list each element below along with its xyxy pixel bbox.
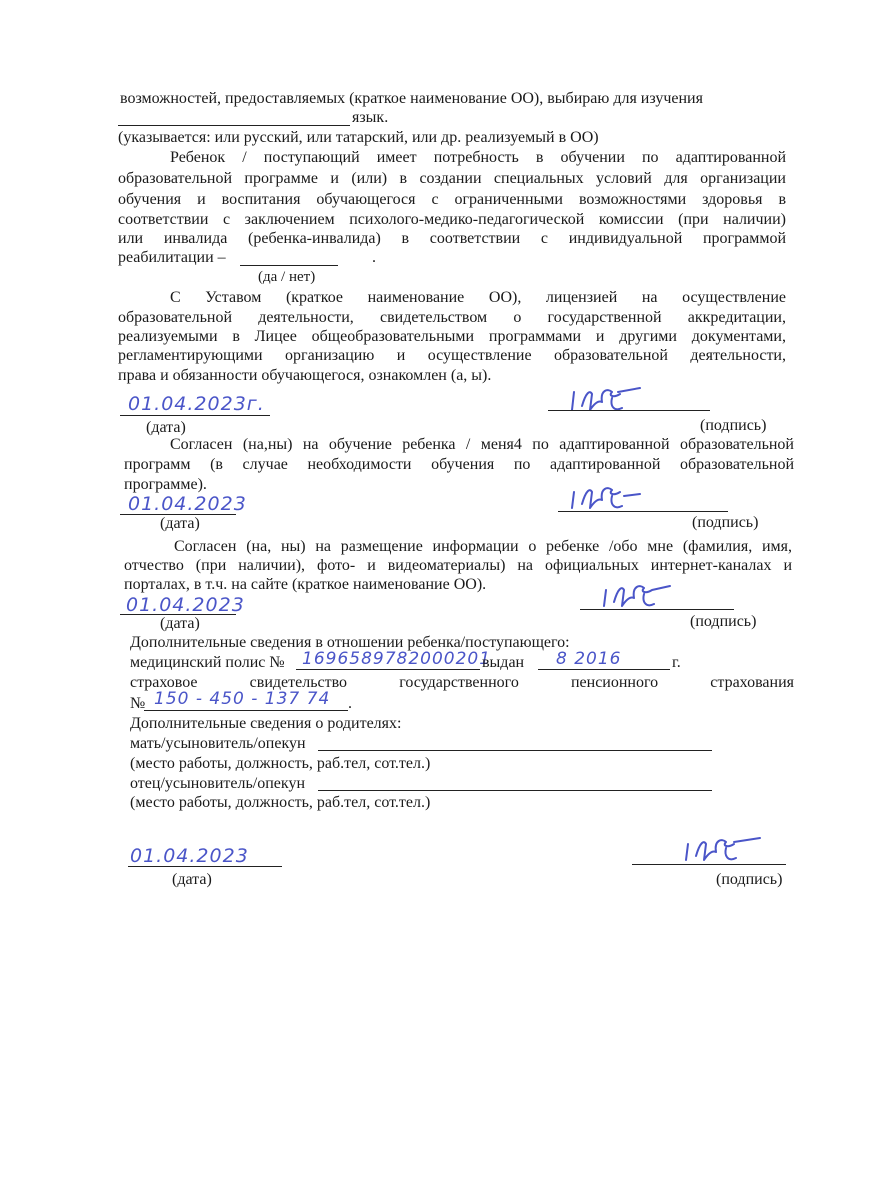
date-line: [120, 415, 270, 416]
handwritten-date: 01.04.2023г.: [128, 393, 265, 415]
text-line: С Уставом (краткое наименование ОО), лицензией на осуществление: [170, 289, 786, 306]
date-label: (дата): [172, 871, 212, 888]
rehab-blank: [240, 265, 338, 266]
number-label: №: [130, 695, 146, 712]
section-title: Дополнительные сведения в отношении ребенка/поступающего:: [130, 634, 570, 651]
text-line: (место работы, должность, раб.тел, сот.тел.): [130, 794, 431, 811]
signature-line: [558, 511, 728, 512]
text-dot: .: [372, 249, 376, 266]
text-line: соответствии с заключением психолого-медико-педагогической комиссии (при наличии): [118, 211, 786, 228]
polis-label: медицинский полис №: [130, 654, 285, 671]
snils-number: 150 - 450 - 137 74: [154, 689, 331, 709]
polis-line: [296, 669, 480, 670]
signature-icon: [566, 480, 646, 514]
text-line: Ребенок / поступающий имеет потребность в обучении по адаптированной: [170, 149, 786, 166]
language-blank: [118, 125, 350, 126]
text-line: отчество (при наличии), фото- и видеоматериалы) на официальных интернет-каналах и: [124, 557, 792, 574]
text-line: страховое свидетельство государственного пенсионного страхования: [130, 674, 794, 691]
text-line: реализуемыми в Лицее общеобразовательными программами и другими документами,: [118, 328, 786, 345]
text-line: порталах, в т.ч. на сайте (краткое наименование ОО).: [124, 576, 487, 593]
text-line: реабилитации –: [118, 249, 226, 266]
section-title: Дополнительные сведения о родителях:: [130, 715, 402, 732]
father-line: [318, 790, 712, 791]
year-suffix: г.: [672, 654, 681, 671]
signature-line: [548, 410, 710, 411]
date-label: (дата): [146, 419, 186, 436]
text-line: Согласен (на, ны) на размещение информации о ребенке /обо мне (фамилия, имя,: [174, 538, 792, 555]
handwritten-date: 01.04.2023: [126, 594, 245, 616]
issued-date: 8 2016: [556, 649, 622, 669]
date-label: (дата): [160, 515, 200, 532]
signature-label: (подпись): [690, 613, 757, 630]
handwritten-date: 01.04.2023: [128, 493, 247, 515]
hint-label: (да / нет): [258, 269, 316, 285]
text-line: программ (в случае необходимости обучения по адаптированной образовательной: [124, 456, 794, 473]
signature-line: [580, 609, 734, 610]
signature-label: (подпись): [716, 871, 783, 888]
issued-line: [538, 669, 670, 670]
text-line: образовательной деятельности, свидетельством о государственной аккредитации,: [118, 309, 786, 326]
issued-label: выдан: [482, 654, 525, 671]
text-line: или инвалида (ребенка-инвалида) в соответствии с индивидуальной программой: [118, 230, 786, 247]
text-line: язык.: [352, 109, 389, 126]
text-line: (указывается: или русский, или татарский, или др. реализуемый в ОО): [118, 129, 599, 146]
text-line: права и обязанности обучающегося, ознакомлен (а, ы).: [118, 367, 492, 384]
mother-line: [318, 750, 712, 751]
signature-icon: [680, 832, 770, 866]
snils-line: [144, 710, 348, 711]
signature-icon: [598, 578, 678, 612]
text-dot: .: [348, 695, 352, 712]
text-line: (место работы, должность, раб.тел, сот.тел.): [130, 755, 431, 772]
signature-label: (подпись): [700, 417, 767, 434]
text-line: регламентирующими организацию и осуществление образовательной деятельности,: [118, 347, 786, 364]
signature-label: (подпись): [692, 514, 759, 531]
handwritten-date: 01.04.2023: [130, 845, 249, 867]
text-line: Согласен (на,ны) на обучение ребенка / меня4 по адаптированной образовательной: [170, 436, 794, 453]
text-line: программе).: [124, 476, 207, 493]
date-label: (дата): [160, 615, 200, 632]
polis-number: 1696589782000201: [302, 649, 492, 669]
signature-line: [632, 864, 786, 865]
father-label: отец/усыновитель/опекун: [130, 775, 306, 792]
text-line: возможностей, предоставляемых (краткое наименование ОО), выбираю для изучения: [120, 90, 703, 107]
date-line: [128, 866, 282, 867]
text-line: образовательной программе и (или) в создании специальных условий для организации: [118, 170, 786, 187]
mother-label: мать/усыновитель/опекун: [130, 735, 306, 752]
text-line: обучения и воспитания обучающегося с ограниченными возможностями здоровья в: [118, 191, 786, 208]
